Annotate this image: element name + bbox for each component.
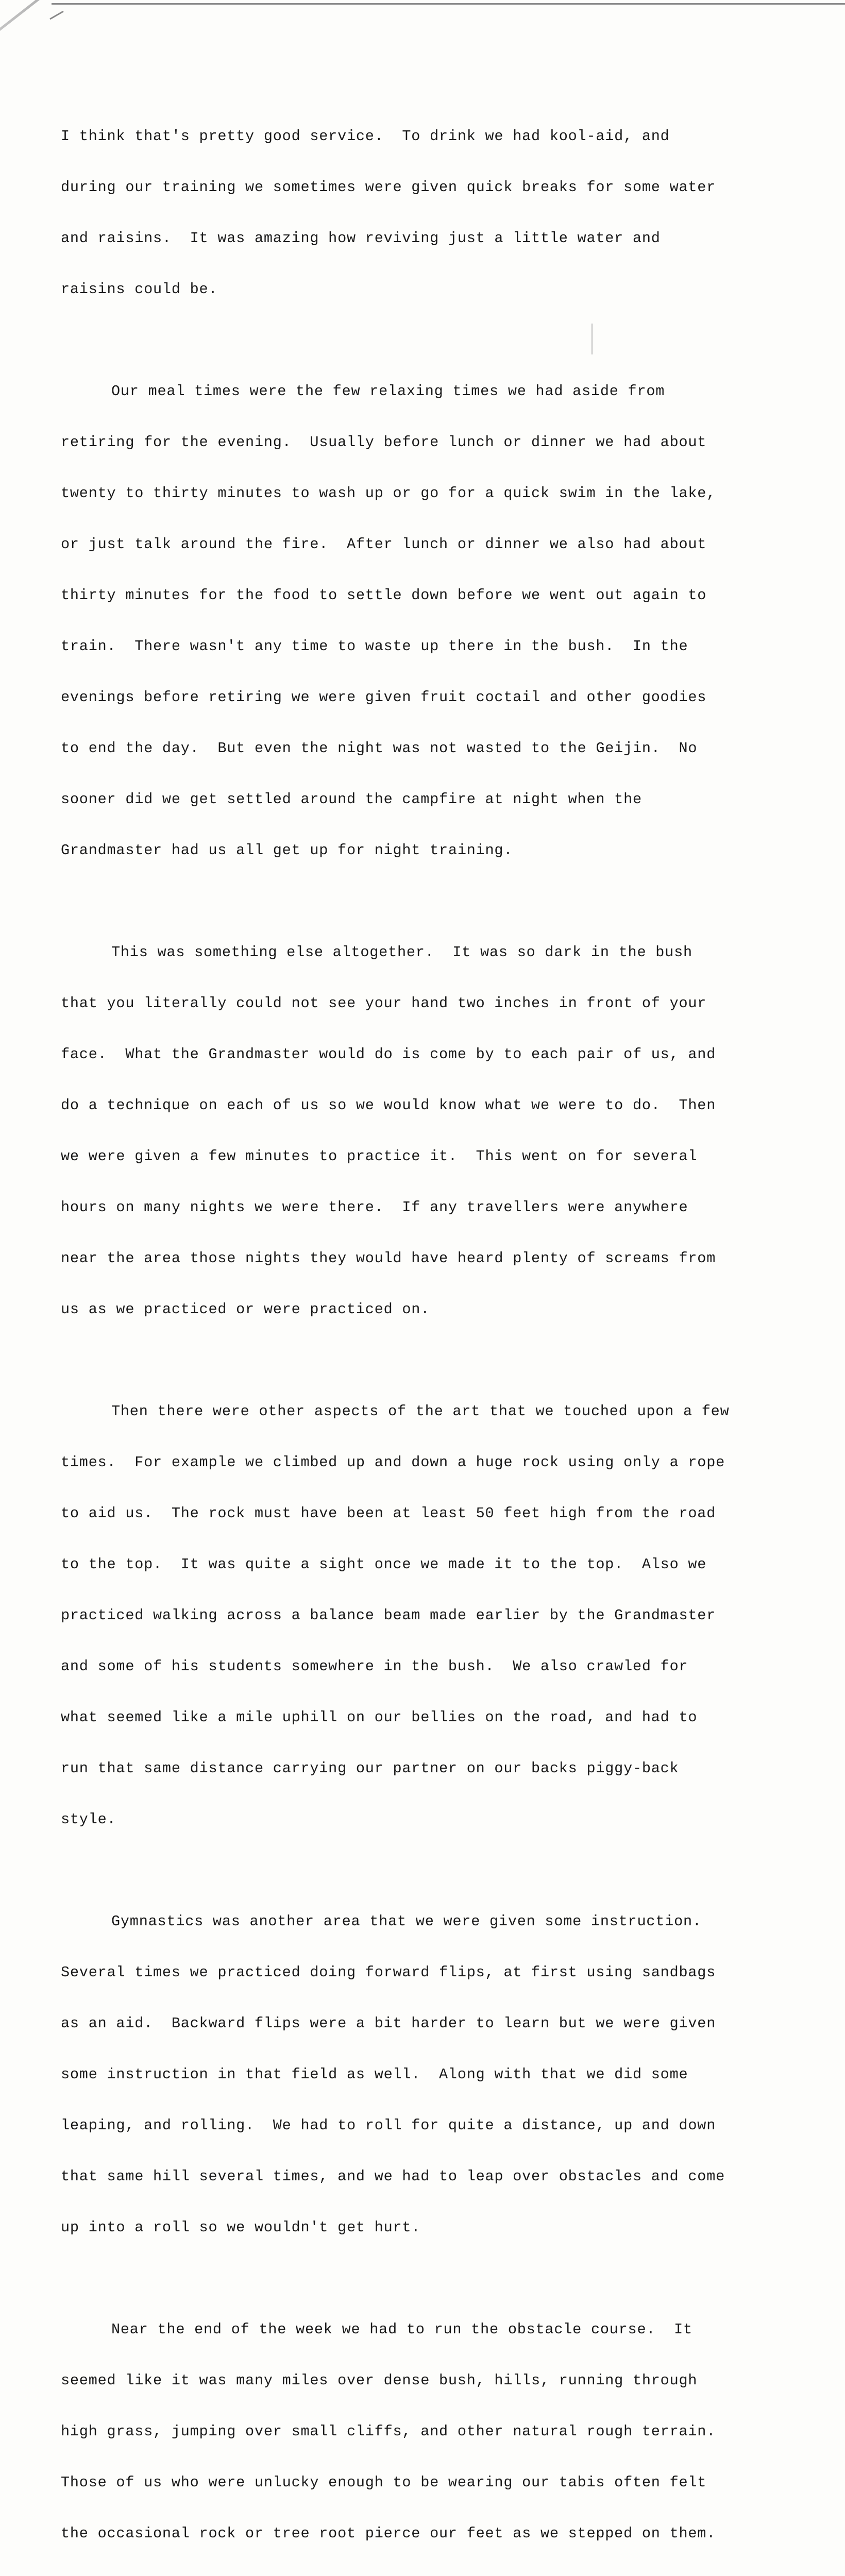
text-line: Near the end of the week we had to run the obstacle course. It xyxy=(111,2321,692,2338)
text-line: run that same distance carrying our partner on our backs piggy-back xyxy=(61,1760,679,1777)
text-line: Those of us who were unlucky enough to be wearing our tabis often felt xyxy=(61,2474,707,2491)
page-top-edge xyxy=(52,3,845,5)
text-line: times. For example we climbed up and down a huge rock using only a rope xyxy=(61,1454,725,1471)
text-line: twenty to thirty minutes to wash up or go for a quick swim in the lake, xyxy=(61,485,716,502)
text-line: to end the day. But even the night was not wasted to the Geijin. No xyxy=(61,740,698,757)
text-line: the occasional rock or tree root pierce our feet as we stepped on them. xyxy=(61,2525,716,2542)
text-line: seemed like it was many miles over dense bush, hills, running through xyxy=(61,2372,698,2389)
text-line: and some of his students somewhere in the bush. We also crawled for xyxy=(61,1658,688,1675)
text-line: hours on many nights we were there. If any travellers were anywhere xyxy=(61,1199,688,1216)
text-line: style. xyxy=(61,1811,116,1828)
text-line: we were given a few minutes to practice it. This went on for several xyxy=(61,1148,698,1165)
text-line: train. There wasn't any time to waste up there in the bush. In the xyxy=(61,638,688,655)
text-line: retiring for the evening. Usually before lunch or dinner we had about xyxy=(61,434,707,451)
text-line: thirty minutes for the food to settle down before we went out again to xyxy=(61,587,707,604)
paragraph-2 xyxy=(61,349,818,893)
text-line: some instruction in that field as well. Along with that we did some xyxy=(61,2066,688,2083)
text-line: This was something else altogether. It was so dark in the bush xyxy=(111,944,692,961)
text-line: that same hill several times, and we had to leap over obstacles and come xyxy=(61,2168,725,2185)
paragraph-1 xyxy=(61,94,818,332)
text-line: evenings before retiring we were given fruit coctail and other goodies xyxy=(61,689,707,706)
text-line: sooner did we get settled around the campfire at night when the xyxy=(61,791,642,808)
text-line: or just talk around the fire. After lunch or dinner we also had about xyxy=(61,536,707,553)
text-line: Grandmaster had us all get up for night training. xyxy=(61,842,513,859)
text-line: us as we practiced or were practiced on. xyxy=(61,1301,430,1318)
paragraph-3 xyxy=(61,910,818,1352)
text-line: up into a roll so we wouldn't get hurt. xyxy=(61,2219,421,2236)
paragraph-5 xyxy=(61,1879,818,2270)
staple-mark xyxy=(0,0,67,38)
text-line: and raisins. It was amazing how reviving just a little water and xyxy=(61,230,661,247)
text-line: high grass, jumping over small cliffs, and other natural rough terrain. xyxy=(61,2423,716,2440)
text-line: near the area those nights they would have heard plenty of screams from xyxy=(61,1250,716,1267)
text-line: what seemed like a mile uphill on our bellies on the road, and had to xyxy=(61,1709,698,1726)
text-line: Then there were other aspects of the art that we touched upon a few xyxy=(111,1403,730,1420)
text-line: during our training we sometimes were given quick breaks for some water xyxy=(61,179,716,196)
pen-mark xyxy=(592,324,593,354)
text-line: Several times we practiced doing forward flips, at first using sandbags xyxy=(61,1964,716,1981)
paragraph-6 xyxy=(61,2287,818,2576)
text-line: to the top. It was quite a sight once we made it to the top. Also we xyxy=(61,1556,707,1573)
text-line: leaping, and rolling. We had to roll for quite a distance, up and down xyxy=(61,2117,716,2134)
corner-scratch xyxy=(49,11,63,20)
text-line: face. What the Grandmaster would do is come by to each pair of us, and xyxy=(61,1046,716,1063)
document-body xyxy=(61,94,818,2576)
text-line: practiced walking across a balance beam made earlier by the Grandmaster xyxy=(61,1607,716,1624)
text-line: Our meal times were the few relaxing times we had aside from xyxy=(111,383,665,400)
text-line: that you literally could not see your hand two inches in front of your xyxy=(61,995,707,1012)
text-line: as an aid. Backward flips were a bit harder to learn but we were given xyxy=(61,2015,716,2032)
text-line: do a technique on each of us so we would know what we were to do. Then xyxy=(61,1097,716,1114)
text-line: Gymnastics was another area that we were given some instruction. xyxy=(111,1913,702,1930)
text-line: raisins could be. xyxy=(61,281,218,298)
paragraph-4 xyxy=(61,1369,818,1862)
text-line: to aid us. The rock must have been at least 50 feet high from the road xyxy=(61,1505,716,1522)
text-line: I think that's pretty good service. To drink we had kool-aid, and xyxy=(61,128,670,145)
